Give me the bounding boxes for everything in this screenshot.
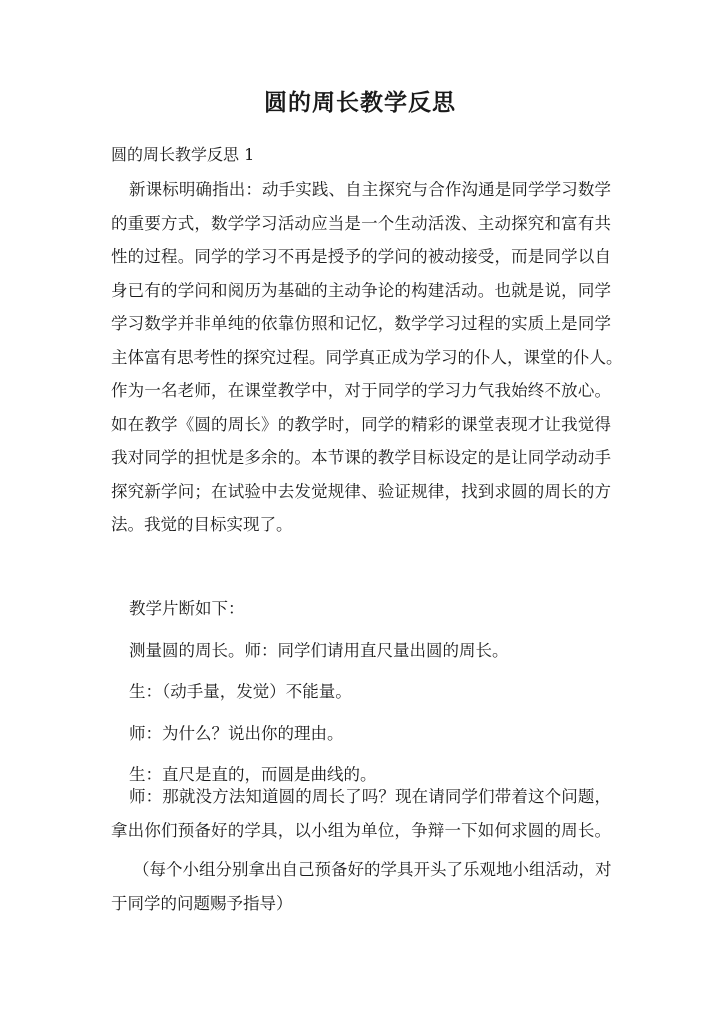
section-subtitle: 圆的周长教学反思 1 bbox=[111, 145, 255, 164]
paragraph-line: （每个小组分别拿出自己预备好的学具开头了乐观地小组活动，对 bbox=[133, 860, 612, 879]
paragraph-line: 的重要方式，数学学习活动应当是一个生动活泼、主动探究和富有共 bbox=[111, 213, 611, 233]
paragraph-line: 作为一名老师，在课堂教学中，对于同学的学习力气我始终不放心。 bbox=[111, 381, 611, 400]
paragraph-line: 主体富有思考性的探究过程。同学真正成为学习的仆人，课堂的仆人。 bbox=[111, 347, 623, 367]
dialogue-line: 生：直尺是直的，而圆是曲线的。 bbox=[129, 765, 377, 784]
dialogue-line: 师：为什么？说出你的理由。 bbox=[129, 723, 344, 743]
paragraph-line: 性的过程。同学的学习不再是授予的学问的被动接受，而是同学以自 bbox=[111, 247, 611, 266]
paragraph-line: 拿出你们预备好的学具，以小组为单位，争辩一下如何求圆的周长。 bbox=[111, 820, 611, 840]
paragraph-line: 如在教学《圆的周长》的教学时，同学的精彩的课堂表现才让我觉得 bbox=[111, 414, 611, 434]
paragraph-line: 身已有的学问和阅历为基础的主动争论的构建活动。也就是说，同学 bbox=[111, 280, 611, 300]
paragraph-line: 师：那就没方法知道圆的周长了吗？现在请同学们带着这个问题， bbox=[129, 787, 611, 806]
teaching-fragment bbox=[111, 592, 611, 792]
paragraph-2 bbox=[111, 780, 611, 847]
dialogue-line: 测量圆的周长。师：同学们请用直尺量出圆的周长。 bbox=[129, 640, 509, 660]
paragraph-line: 法。我觉的目标实现了。 bbox=[111, 515, 293, 534]
dialogue-line: 生：（动手量，发觉）不能量。 bbox=[129, 682, 352, 701]
paragraph-line: 探究新学问；在试验中去发觉规律、验证规律，找到求圆的周长的方 bbox=[111, 481, 611, 501]
paragraph-line: 学习数学并非单纯的依靠仿照和记忆，数学学习过程的实质上是同学 bbox=[111, 314, 611, 333]
paragraph-line: 我对同学的担忧是多余的。本节课的教学目标设定的是让同学动动手 bbox=[111, 448, 611, 467]
paragraph-1 bbox=[111, 173, 623, 542]
document-title: 圆的周长教学反思 bbox=[264, 89, 456, 116]
paragraph-line: 新课标明确指出：动手实践、自主探究与合作沟通是同学学习数学 bbox=[129, 180, 611, 199]
fragment-intro: 教学片断如下： bbox=[129, 599, 245, 618]
paragraph-line: 于同学的问题赐予指导） bbox=[111, 893, 293, 913]
paragraph-3 bbox=[111, 853, 611, 920]
